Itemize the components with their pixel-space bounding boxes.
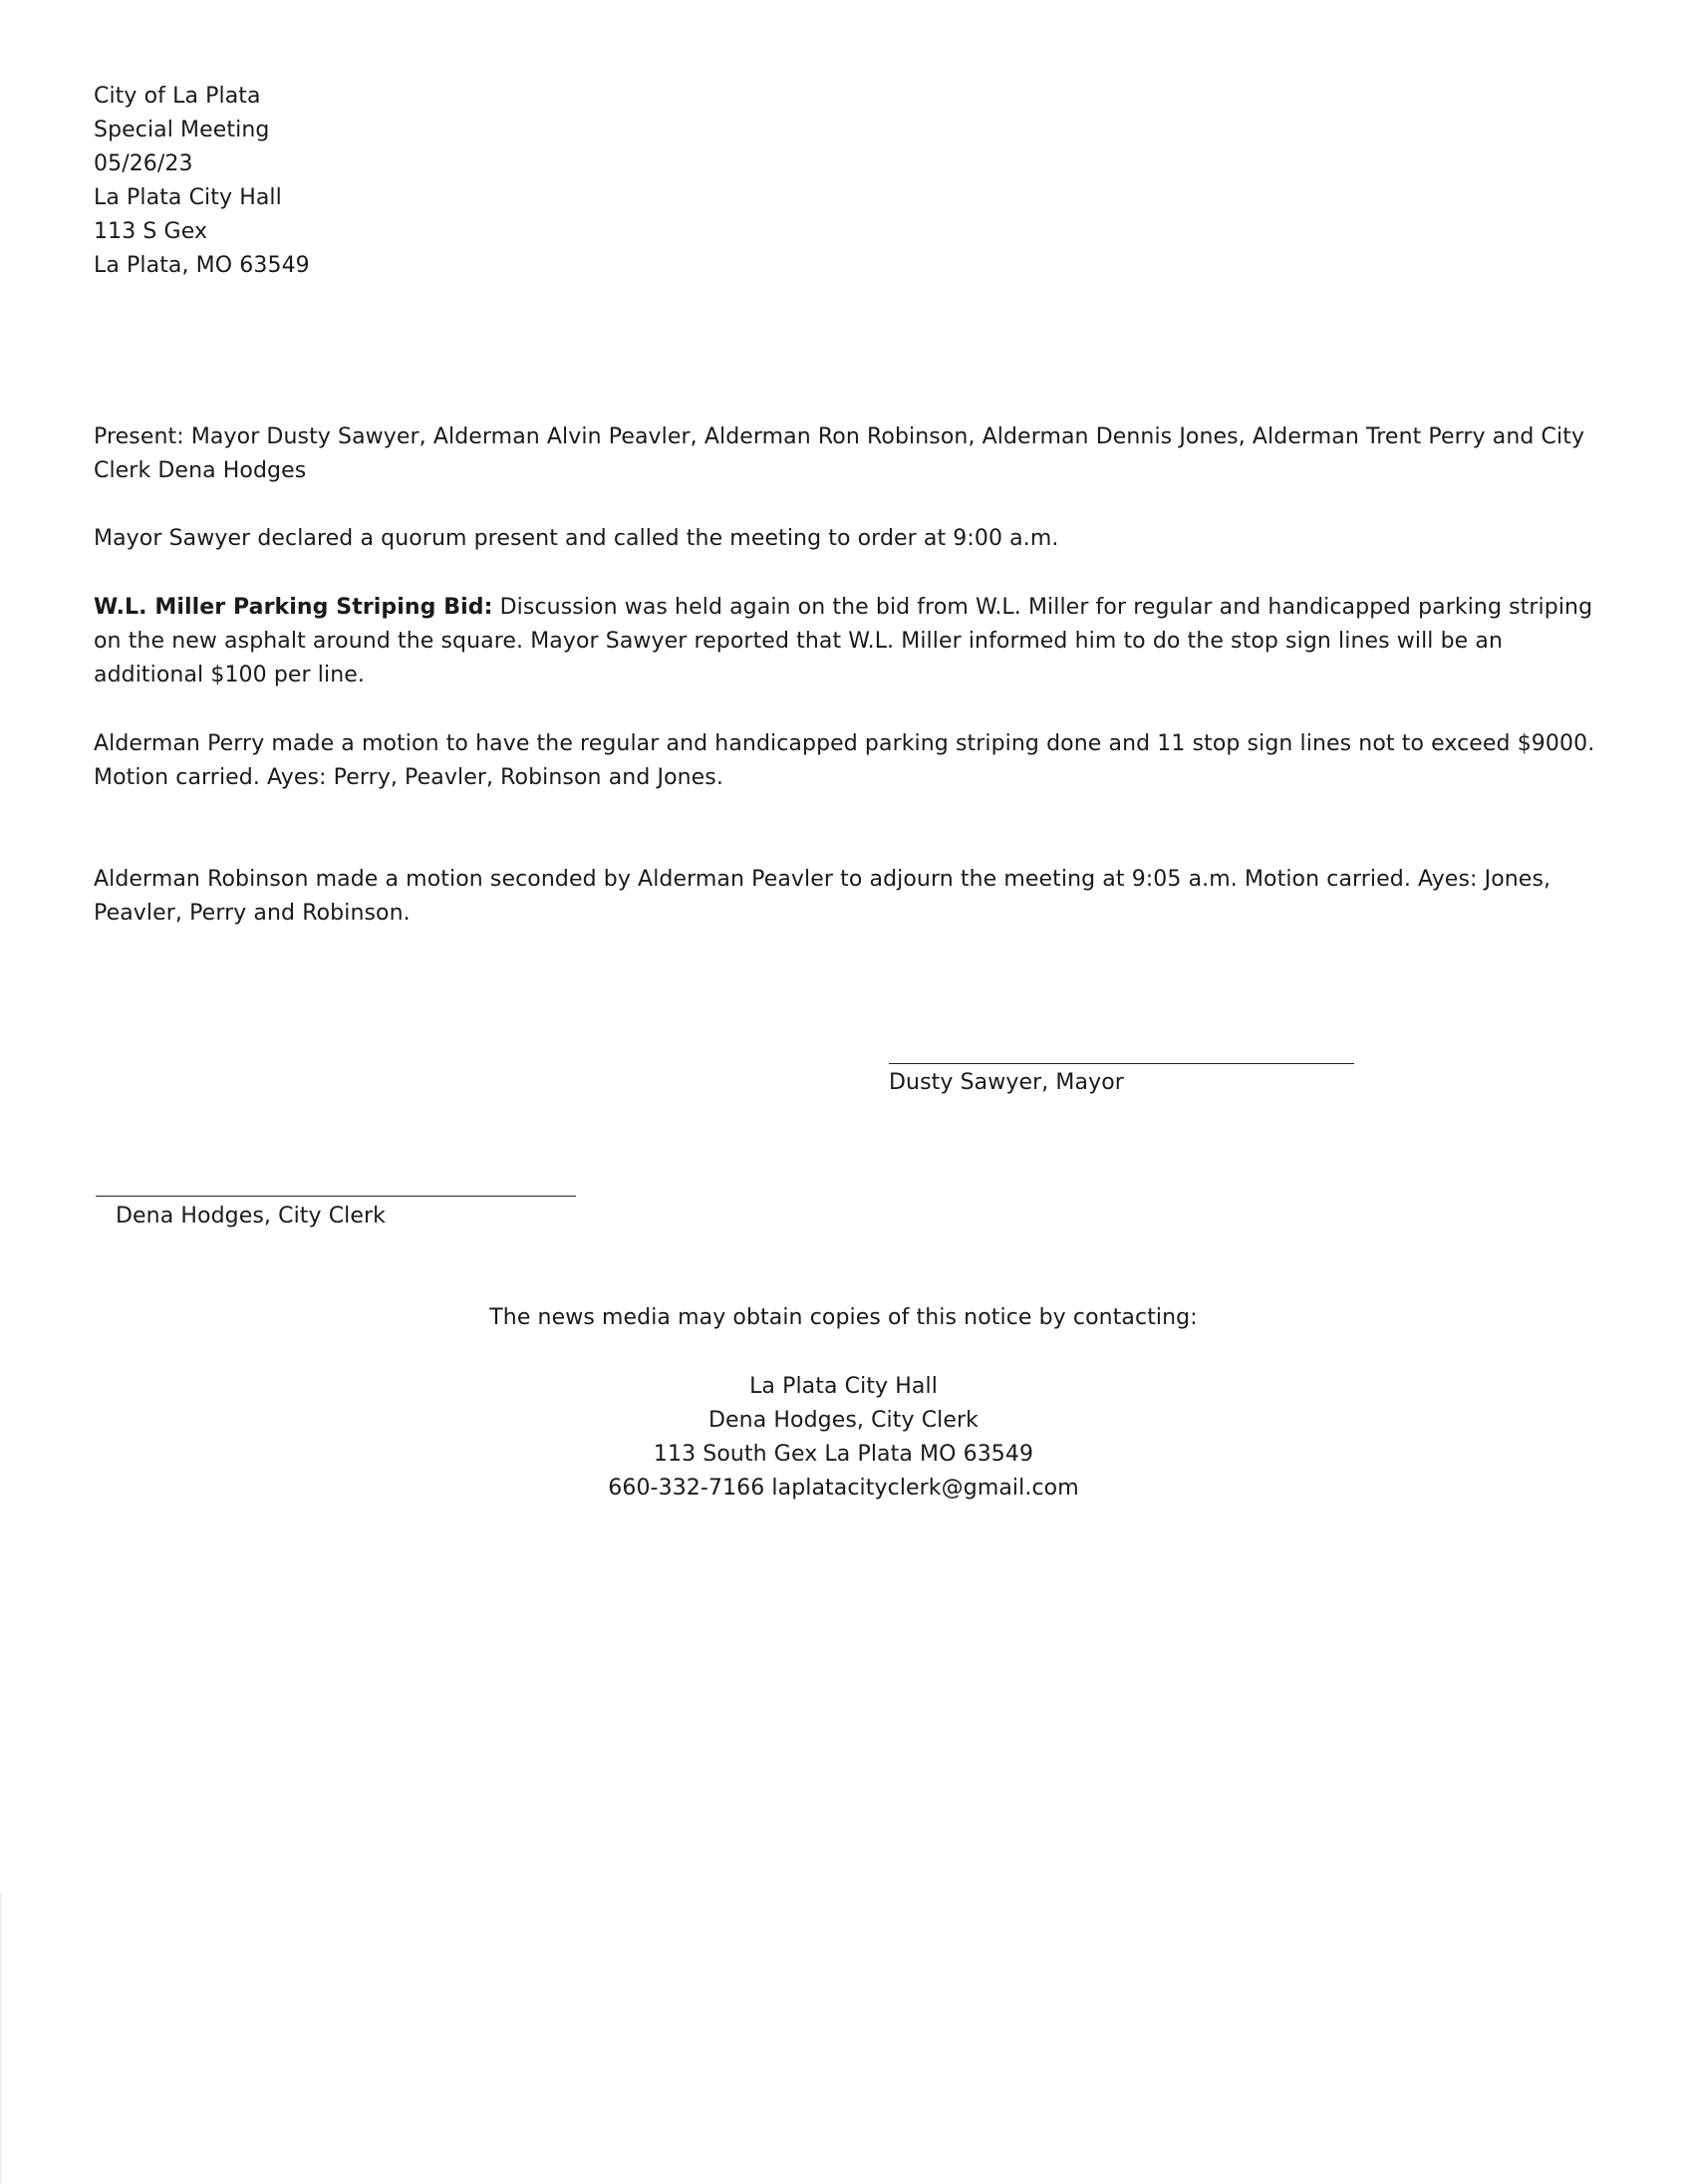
header-meeting-type: Special Meeting bbox=[94, 118, 270, 142]
header-date: 05/26/23 bbox=[94, 151, 193, 176]
adjourn-paragraph: Alderman Robinson made a motion seconded by Alderman Peavler to adjourn the meeting at 9:05 a.m. Motion carried. Ayes: Jones, Peavler, Perry and Robinson. bbox=[94, 867, 1551, 926]
contact-phone-email: 660-332-7166 laplatacityclerk@gmail.com bbox=[608, 1476, 1079, 1501]
scan-edge-mark bbox=[0, 1893, 2, 2184]
clerk-signature-line bbox=[96, 1196, 576, 1197]
media-contact-block bbox=[0, 1370, 1687, 1505]
header-city: City of La Plata bbox=[94, 84, 261, 109]
striping-motion-paragraph: Alderman Perry made a motion to have the regular and handicapped parking striping done and 11 stop sign lines not to exceed $9000. Motion carried. Ayes: Perry, Peavler, Robinson and Jones. bbox=[94, 731, 1595, 790]
header-street: 113 S Gex bbox=[94, 219, 208, 244]
contact-office: La Plata City Hall bbox=[749, 1374, 938, 1399]
miller-bid-paragraph bbox=[94, 591, 1598, 692]
miller-bid-heading: W.L. Miller Parking Striping Bid: bbox=[94, 595, 493, 620]
header-city-state-zip: La Plata, MO 63549 bbox=[94, 253, 310, 278]
mayor-signature-line bbox=[889, 1063, 1354, 1064]
contact-name: Dena Hodges, City Clerk bbox=[707, 1408, 979, 1433]
header-venue: La Plata City Hall bbox=[94, 185, 282, 210]
contact-address: 113 South Gex La Plata MO 63549 bbox=[653, 1442, 1034, 1467]
media-notice-intro: The news media may obtain copies of this notice by contacting: bbox=[489, 1305, 1198, 1330]
miller-bid-text: Discussion was held again on the bid from W.L. Miller for regular and handicapped parking striping on the new asphalt around the square. Mayor Sawyer reported that W.L. Miller informed him to do the stop sign lines will be an additional $100 per line. bbox=[94, 595, 1593, 687]
clerk-signature-label: Dena Hodges, City Clerk bbox=[116, 1204, 387, 1228]
quorum-paragraph: Mayor Sawyer declared a quorum present and called the meeting to order at 9:00 a.m. bbox=[94, 526, 1059, 551]
attendance-paragraph: Present: Mayor Dusty Sawyer, Alderman Alvin Peavler, Alderman Ron Robinson, Alderman Dennis Jones, Alderman Trent Perry and City Clerk Dena Hodges bbox=[94, 424, 1585, 483]
mayor-signature-label: Dusty Sawyer, Mayor bbox=[889, 1070, 1124, 1095]
meeting-header bbox=[94, 80, 310, 283]
